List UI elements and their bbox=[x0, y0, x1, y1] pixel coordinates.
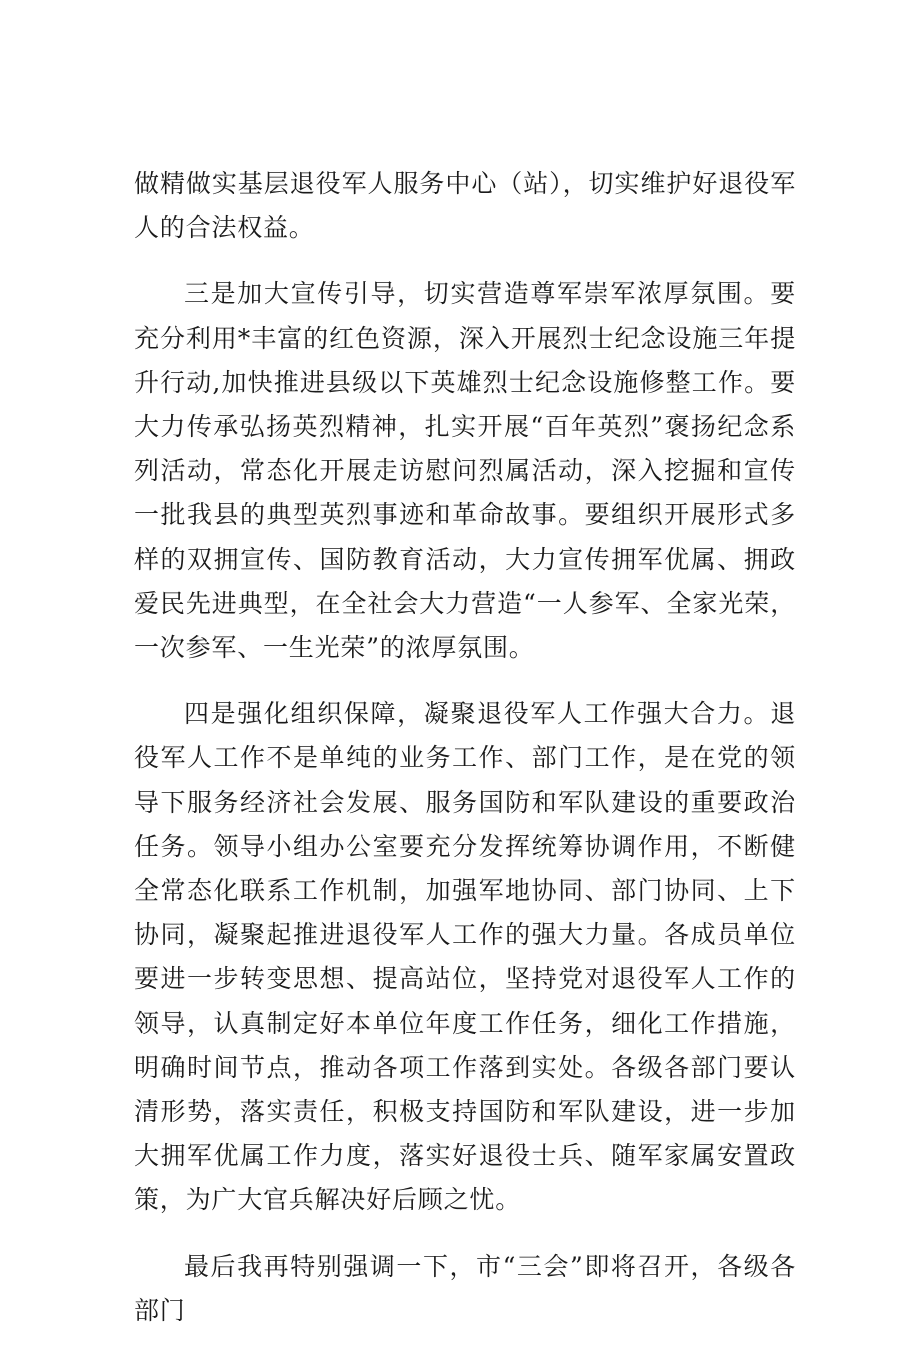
paragraph-publicity-guidance: 三是加大宣传引导，切实营造尊军崇军浓厚氛围。要充分利用*丰富的红色资源，深入开展烈士纪念设施三年提升行动,加快推进县级以下英雄烈士纪念设施修整工作。要大力传承弘扬英烈精神，扎实开展“百年英烈”褒扬纪念系列活动，常态化开展走访慰问烈属活动，深入挖掘和宣传一批我县的典型英烈事迹和革命故事。要组织开展形式多样的双拥宣传、国防教育活动，大力宣传拥军优属、拥政爱民先进典型，在全社会大力营造“一人参军、全家光荣，一次参军、一生光荣”的浓厚氛围。 bbox=[134, 279, 796, 663]
document-body bbox=[134, 162, 796, 1355]
paragraph-final-emphasis: 最后我再特别强调一下，市“三会”即将召开，各级各部门 bbox=[134, 1251, 796, 1325]
paragraph-organizational-support: 四是强化组织保障，凝聚退役军人工作强大合力。退役军人工作不是单纯的业务工作、部门工作，是在党的领导下服务经济社会发展、服务国防和军队建设的重要政治任务。领导小组办公室要充分发挥统筹协调作用，不断健全常态化联系工作机制，加强军地协同、部门协同、上下协同，凝聚起推进退役军人工作的强大力量。各成员单位要进一步转变思想、提高站位，坚持党对退役军人工作的领导，认真制定好本单位年度工作任务，细化工作措施，明确时间节点，推动各项工作落到实处。各级各部门要认清形势，落实责任，积极支持国防和军队建设，进一步加大拥军优属工作力度，落实好退役士兵、随军家属安置政策，为广大官兵解决好后顾之忧。 bbox=[134, 699, 796, 1215]
paragraph-continuation: 做精做实基层退役军人服务中心（站），切实维护好退役军人的合法权益。 bbox=[134, 169, 796, 243]
